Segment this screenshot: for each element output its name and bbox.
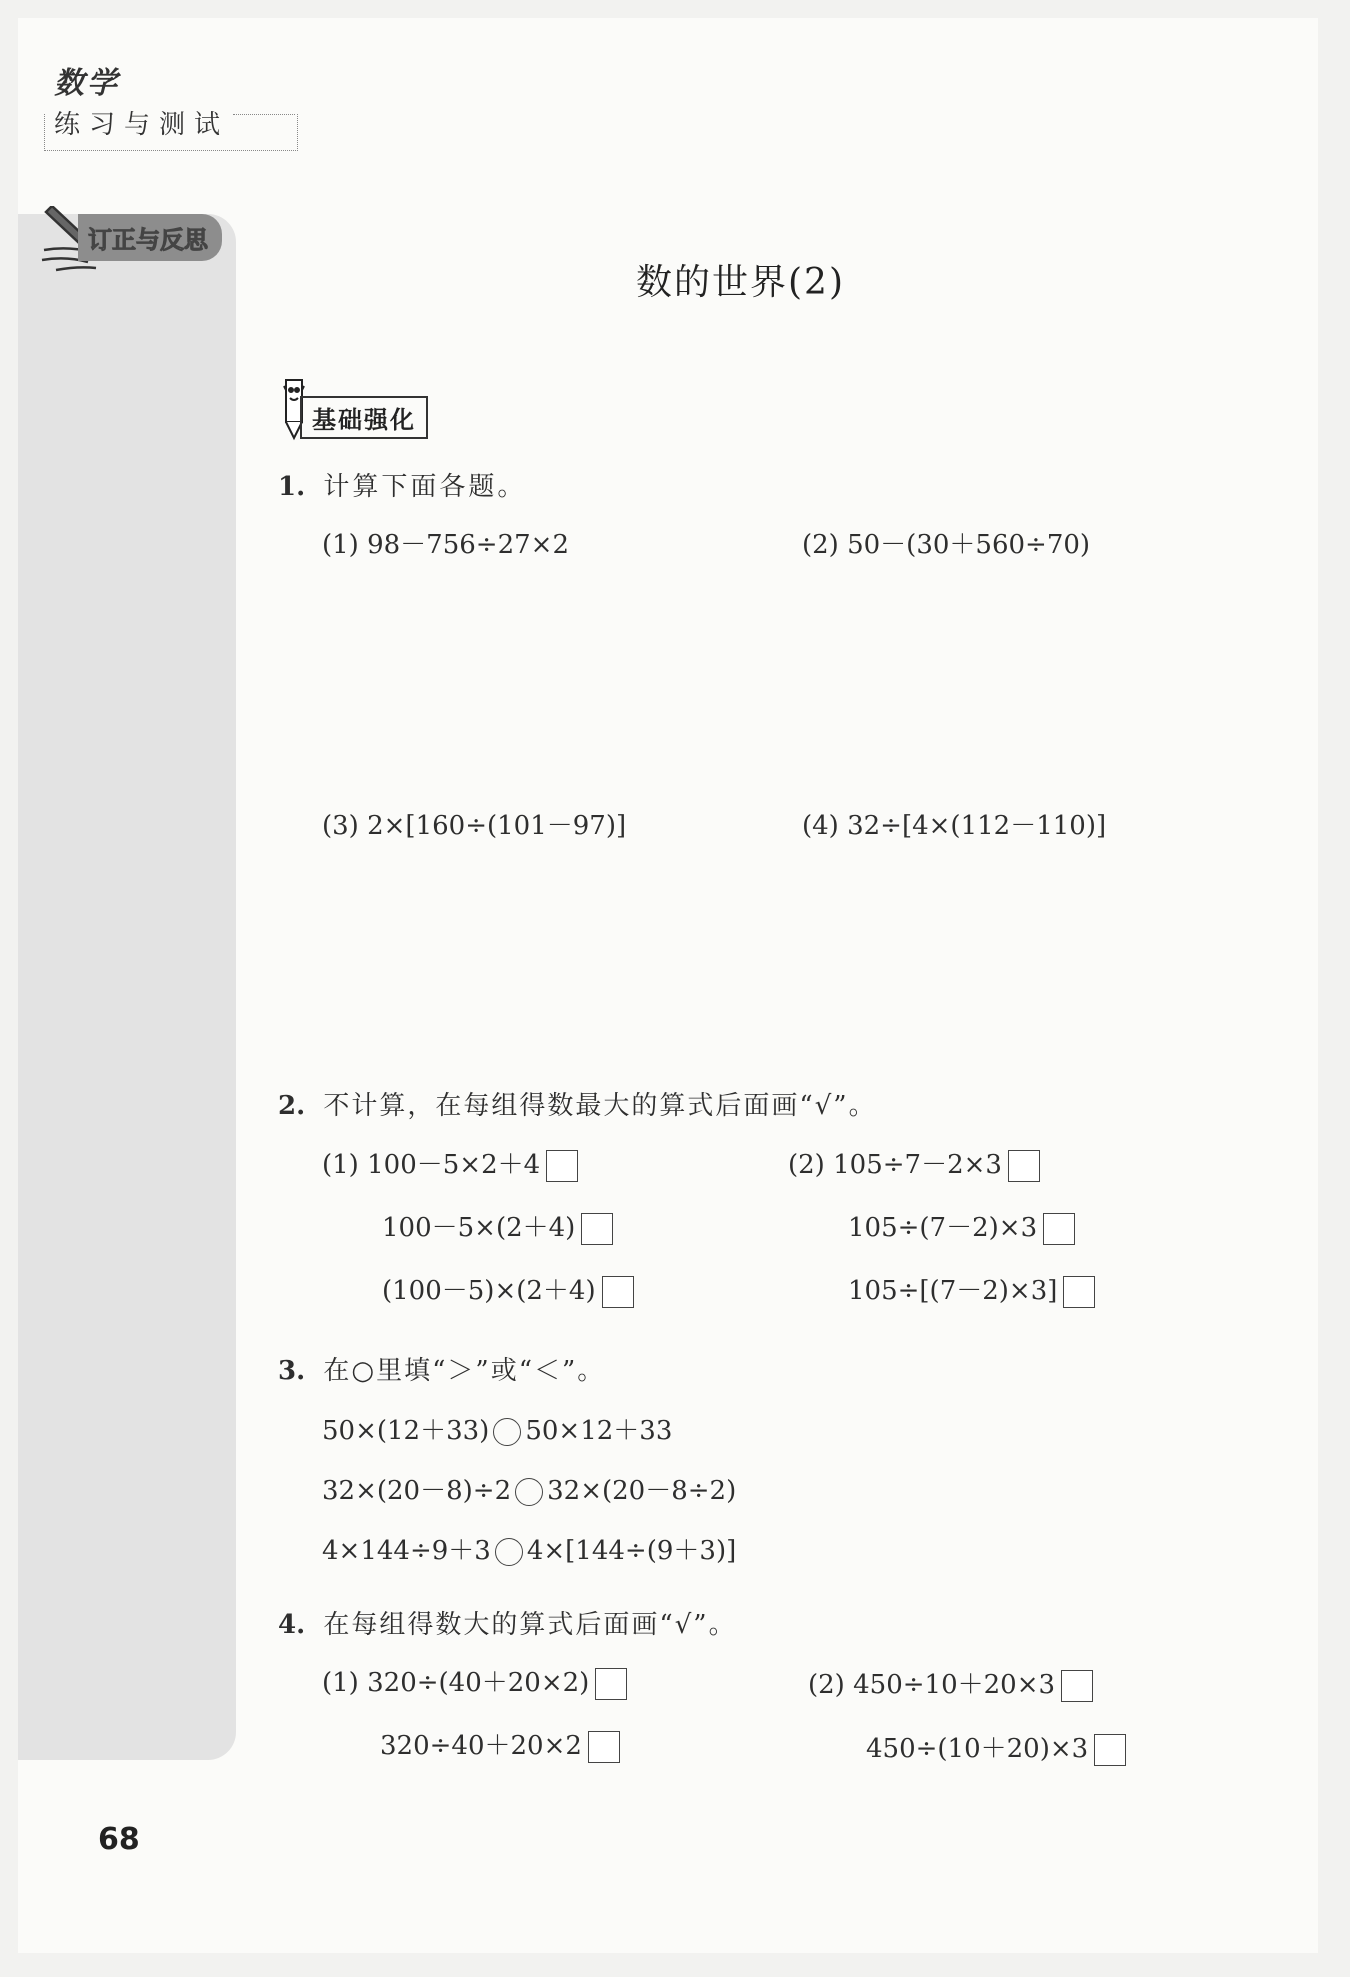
answer-checkbox[interactable] — [602, 1276, 634, 1308]
question-prompt: 在○里填“＞”或“＜”。 — [323, 1356, 606, 1386]
answer-checkbox[interactable] — [1094, 1734, 1126, 1766]
answer-checkbox[interactable] — [588, 1731, 620, 1763]
answer-checkbox[interactable] — [546, 1150, 578, 1182]
q2-right-row — [848, 1207, 1075, 1245]
header-dotted-frame — [44, 114, 298, 151]
right-expression: 32×(20－8÷2) — [547, 1476, 737, 1506]
expression: 320÷(40＋20×2) — [367, 1668, 590, 1698]
answer-checkbox[interactable] — [1061, 1670, 1093, 1702]
left-expression: 50×(12＋33) — [322, 1416, 490, 1446]
expression: 320÷40＋20×2 — [380, 1731, 582, 1761]
question-number: 1. — [278, 472, 306, 502]
q4-left-row — [380, 1725, 620, 1763]
right-expression: 4×[144÷(9＋3)] — [526, 1536, 737, 1566]
q4-right-row — [808, 1664, 1093, 1702]
left-expression: 4×144÷9＋3 — [322, 1536, 491, 1566]
expression: 105÷7－2×3 — [833, 1150, 1002, 1180]
question-prompt: 不计算，在每组得数最大的算式后面画“√”。 — [323, 1091, 877, 1121]
expression-1-1: (1) 98－756÷27×2 — [322, 530, 570, 560]
page-title: 数的世界(2) — [636, 262, 845, 303]
compare-circle[interactable] — [515, 1478, 543, 1506]
answer-checkbox[interactable] — [581, 1213, 613, 1245]
question-1 — [278, 466, 526, 503]
expression-1-4: (4) 32÷[4×(112－110)] — [802, 811, 1107, 841]
item-label: (1) — [322, 1668, 359, 1698]
answer-checkbox[interactable] — [1008, 1150, 1040, 1182]
page-number: 68 — [98, 1822, 140, 1857]
comparison-row — [322, 1410, 672, 1447]
answer-checkbox[interactable] — [1043, 1213, 1075, 1245]
compare-circle[interactable] — [493, 1418, 521, 1446]
question-number: 3. — [278, 1356, 306, 1386]
correction-sidebar — [18, 214, 236, 1760]
q2-left-row — [382, 1207, 613, 1245]
q2-right-row — [788, 1144, 1040, 1182]
sidebar-label: 订正与反思 — [78, 214, 222, 261]
expression: 450÷10＋20×3 — [853, 1670, 1056, 1700]
question-prompt: 计算下面各题。 — [323, 472, 527, 502]
question-number: 4. — [278, 1610, 306, 1640]
expression: (100－5)×(2＋4) — [382, 1276, 596, 1306]
right-expression: 50×12＋33 — [525, 1416, 673, 1446]
book-subject: 数学 — [54, 66, 120, 101]
book-series: 练习与测试 — [54, 110, 230, 140]
q2-left-row — [322, 1144, 578, 1182]
expression: 105÷(7－2)×3 — [848, 1213, 1038, 1243]
item-label: (2) — [788, 1150, 825, 1180]
comparison-row — [322, 1530, 736, 1567]
question-4 — [278, 1604, 737, 1641]
question-prompt: 在每组得数大的算式后面画“√”。 — [323, 1610, 737, 1640]
q2-right-row — [848, 1270, 1095, 1308]
question-2 — [278, 1085, 877, 1122]
q2-left-row — [382, 1270, 634, 1308]
compare-circle[interactable] — [495, 1538, 523, 1566]
answer-checkbox[interactable] — [595, 1668, 627, 1700]
expression: 105÷[(7－2)×3] — [848, 1276, 1058, 1306]
q4-right-row — [866, 1728, 1126, 1766]
expression: 450÷(10＋20)×3 — [866, 1734, 1089, 1764]
comparison-row — [322, 1470, 736, 1507]
expression: 100－5×2＋4 — [367, 1150, 541, 1180]
expression-1-2: (2) 50－(30＋560÷70) — [802, 530, 1091, 560]
q4-left-row — [322, 1662, 627, 1700]
expression: 100－5×(2＋4) — [382, 1213, 576, 1243]
left-expression: 32×(20－8)÷2 — [322, 1476, 512, 1506]
expression-1-3: (3) 2×[160÷(101－97)] — [322, 811, 627, 841]
section-label: 基础强化 — [300, 396, 428, 439]
item-label: (2) — [808, 1670, 845, 1700]
question-3 — [278, 1350, 605, 1387]
answer-checkbox[interactable] — [1063, 1276, 1095, 1308]
question-number: 2. — [278, 1091, 306, 1121]
item-label: (1) — [322, 1150, 359, 1180]
